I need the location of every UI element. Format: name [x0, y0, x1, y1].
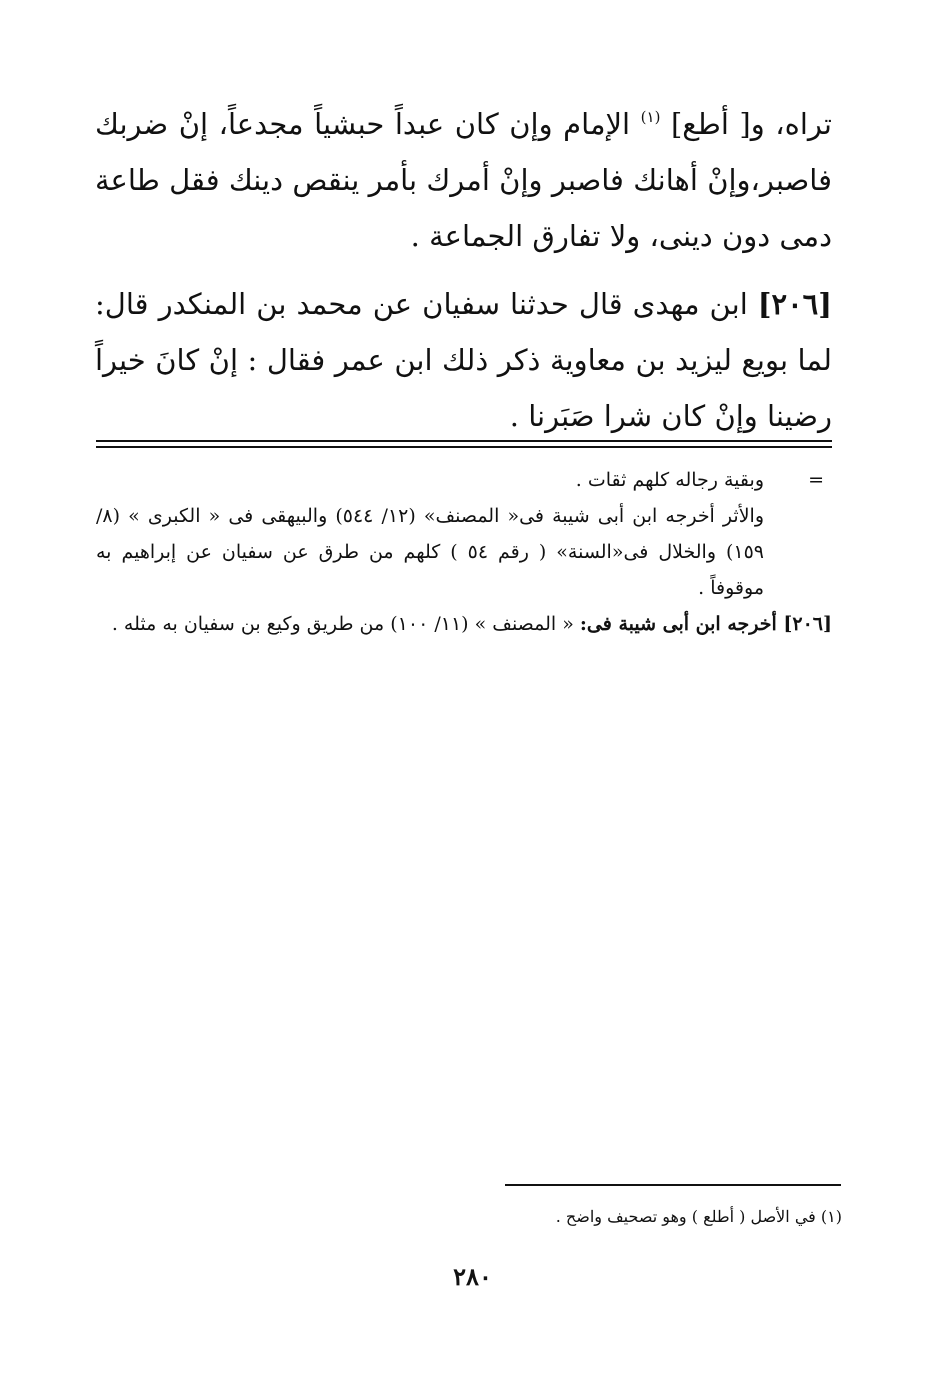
commentary-notes [96, 462, 832, 642]
note-paragraph-3 [96, 606, 832, 642]
note-paragraph-2: والأثر أخرجه ابن أبى شيبة فى« المصنف» (١٢/ ٥٤٤) والبيهقى فى « الكبرى » (٨/ ١٥٩) والخلال فى«السنة» ( رقم ٥٤ ) كلهم من طرق عن سفيان عن إبراهيم به موقوفاً . [96, 505, 764, 599]
hadith-number: [٢٠٦] [757, 287, 832, 321]
footnote-divider [505, 1184, 841, 1186]
paragraph-1-start: تراه، و[ أطع] [670, 107, 832, 141]
note-line-1 [96, 462, 832, 498]
note-reference: [٢٠٦] أخرجه ابن أبى شيبة فى: [579, 613, 832, 635]
paragraph-2-text: ابن مهدى قال حدثنا سفيان عن محمد بن المنكدر قال: لما بويع ليزيد بن معاوية ذكر ذلك ابن عمر فقال : إنْ كانَ خيراً رضينا وإنْ كان شرا صَبَرنا . [95, 287, 832, 433]
footnote: (١) في الأصل ( أطلع ) وهو تصحيف واضح . [555, 1207, 842, 1226]
footnote-marker: (١) [640, 108, 661, 126]
paragraph-1 [95, 96, 832, 264]
note-paragraph-3-text: « المصنف » (١١/ ١٠٠) من طريق وكيع بن سفيان به مثله . [111, 613, 574, 635]
double-divider [96, 440, 832, 448]
main-text [95, 96, 832, 444]
paragraph-2 [95, 276, 832, 444]
note-line-1-text: وبقية رجاله كلهم ثقات . [575, 469, 764, 491]
paragraph-1-rest: الإمام وإن كان عبداً حبشياً مجدعاً، إنْ ضربك فاصبر،وإنْ أهانك فاصبر وإنْ أمرك بأمر ينقص دينك فقل طاعة دمى دون دينى، ولا تفارق الجماعة . [95, 107, 832, 253]
page-number: ٢٨٠ [453, 1262, 492, 1291]
continuation-marker: = [808, 469, 824, 491]
